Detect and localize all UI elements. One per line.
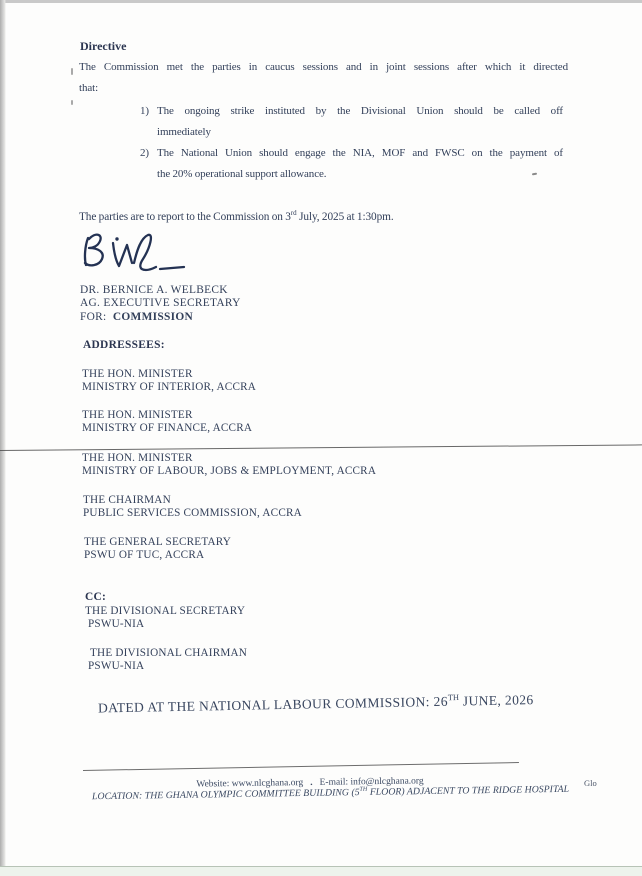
footer-website: Website: www.nlcghana.org	[196, 778, 304, 790]
signatory-block	[80, 284, 241, 324]
directive-line: The ongoing strike instituted by the Divisional Union should be called off	[157, 105, 563, 117]
list-marker: 1)	[140, 105, 149, 117]
addressee-entry: THE GENERAL SECRETARY PSWU OF TUC, ACCRA	[84, 536, 232, 561]
list-marker: 2)	[140, 147, 149, 159]
scan-mark	[71, 100, 73, 105]
addressee-entry: THE HON. MINISTER MINISTRY OF LABOUR, JOBS & EMPLOYMENT, ACCRA	[82, 452, 377, 477]
intro-line: The Commission met the parties in caucus sessions and in joint sessions after which it directed	[79, 61, 568, 73]
page-corner-note: Glo	[584, 778, 597, 788]
fold-line-artifact	[0, 444, 642, 451]
signatory-for-value: COMMISSION	[112, 310, 194, 323]
cc-entry: THE DIVISIONAL CHAIRMAN PSWU-NIA	[88, 647, 248, 672]
addressee-entry: THE HON. MINISTER MINISTRY OF INTERIOR, ACCRA	[82, 368, 257, 393]
ordinal-superscript: rd	[290, 209, 297, 217]
footer-location-line: LOCATION: THE GHANA OLYMPIC COMMITTEE BUILDING (5TH FLOOR) ADJACENT TO THE RIDGE HOSPITAL	[91, 783, 570, 803]
scan-mark	[71, 68, 73, 75]
footer-rule	[83, 762, 519, 771]
footer-email: E-mail: info@nlcghana.org	[319, 776, 424, 788]
footer-separator: .	[310, 777, 313, 788]
scan-edge-left	[0, 0, 6, 876]
directive-item-1	[140, 101, 563, 142]
cc-heading: CC:	[85, 591, 107, 603]
addressee-entry: THE HON. MINISTER MINISTRY OF FINANCE, ACCRA	[82, 409, 253, 434]
dated-line: DATED AT THE NATIONAL LABOUR COMMISSION: 26TH JUNE, 2026	[97, 692, 534, 716]
ordinal-superscript: TH	[359, 786, 368, 793]
cc-entry: THE DIVISIONAL SECRETARY PSWU-NIA	[85, 605, 246, 630]
handwritten-signature	[76, 228, 208, 282]
directive-item-2	[140, 143, 563, 184]
intro-paragraph	[79, 57, 568, 98]
ordinal-superscript: TH	[447, 693, 460, 703]
intro-line: that:	[79, 81, 99, 94]
signatory-title: AG. EXECUTIVE SECRETARY	[80, 297, 241, 310]
addressee-entry: THE CHAIRMAN PUBLIC SERVICES COMMISSION, ACCRA	[83, 494, 302, 519]
directive-line: the 20% operational support allowance.	[157, 167, 327, 180]
report-line: The parties are to report to the Commission on 3rd July, 2025 at 1:30pm.	[79, 209, 394, 223]
signatory-for: FOR: COMMISSION	[80, 310, 194, 323]
directive-heading: Directive	[80, 39, 127, 53]
scan-edge-top	[0, 0, 642, 3]
addressees-heading: ADDRESSEES:	[83, 339, 165, 351]
signatory-name: DR. BERNICE A. WELBECK	[80, 284, 228, 296]
scan-edge-bottom	[0, 867, 642, 876]
directive-line: The National Union should engage the NIA, MOF and FWSC on the payment of	[157, 147, 563, 159]
directive-line: immediately	[157, 125, 211, 138]
